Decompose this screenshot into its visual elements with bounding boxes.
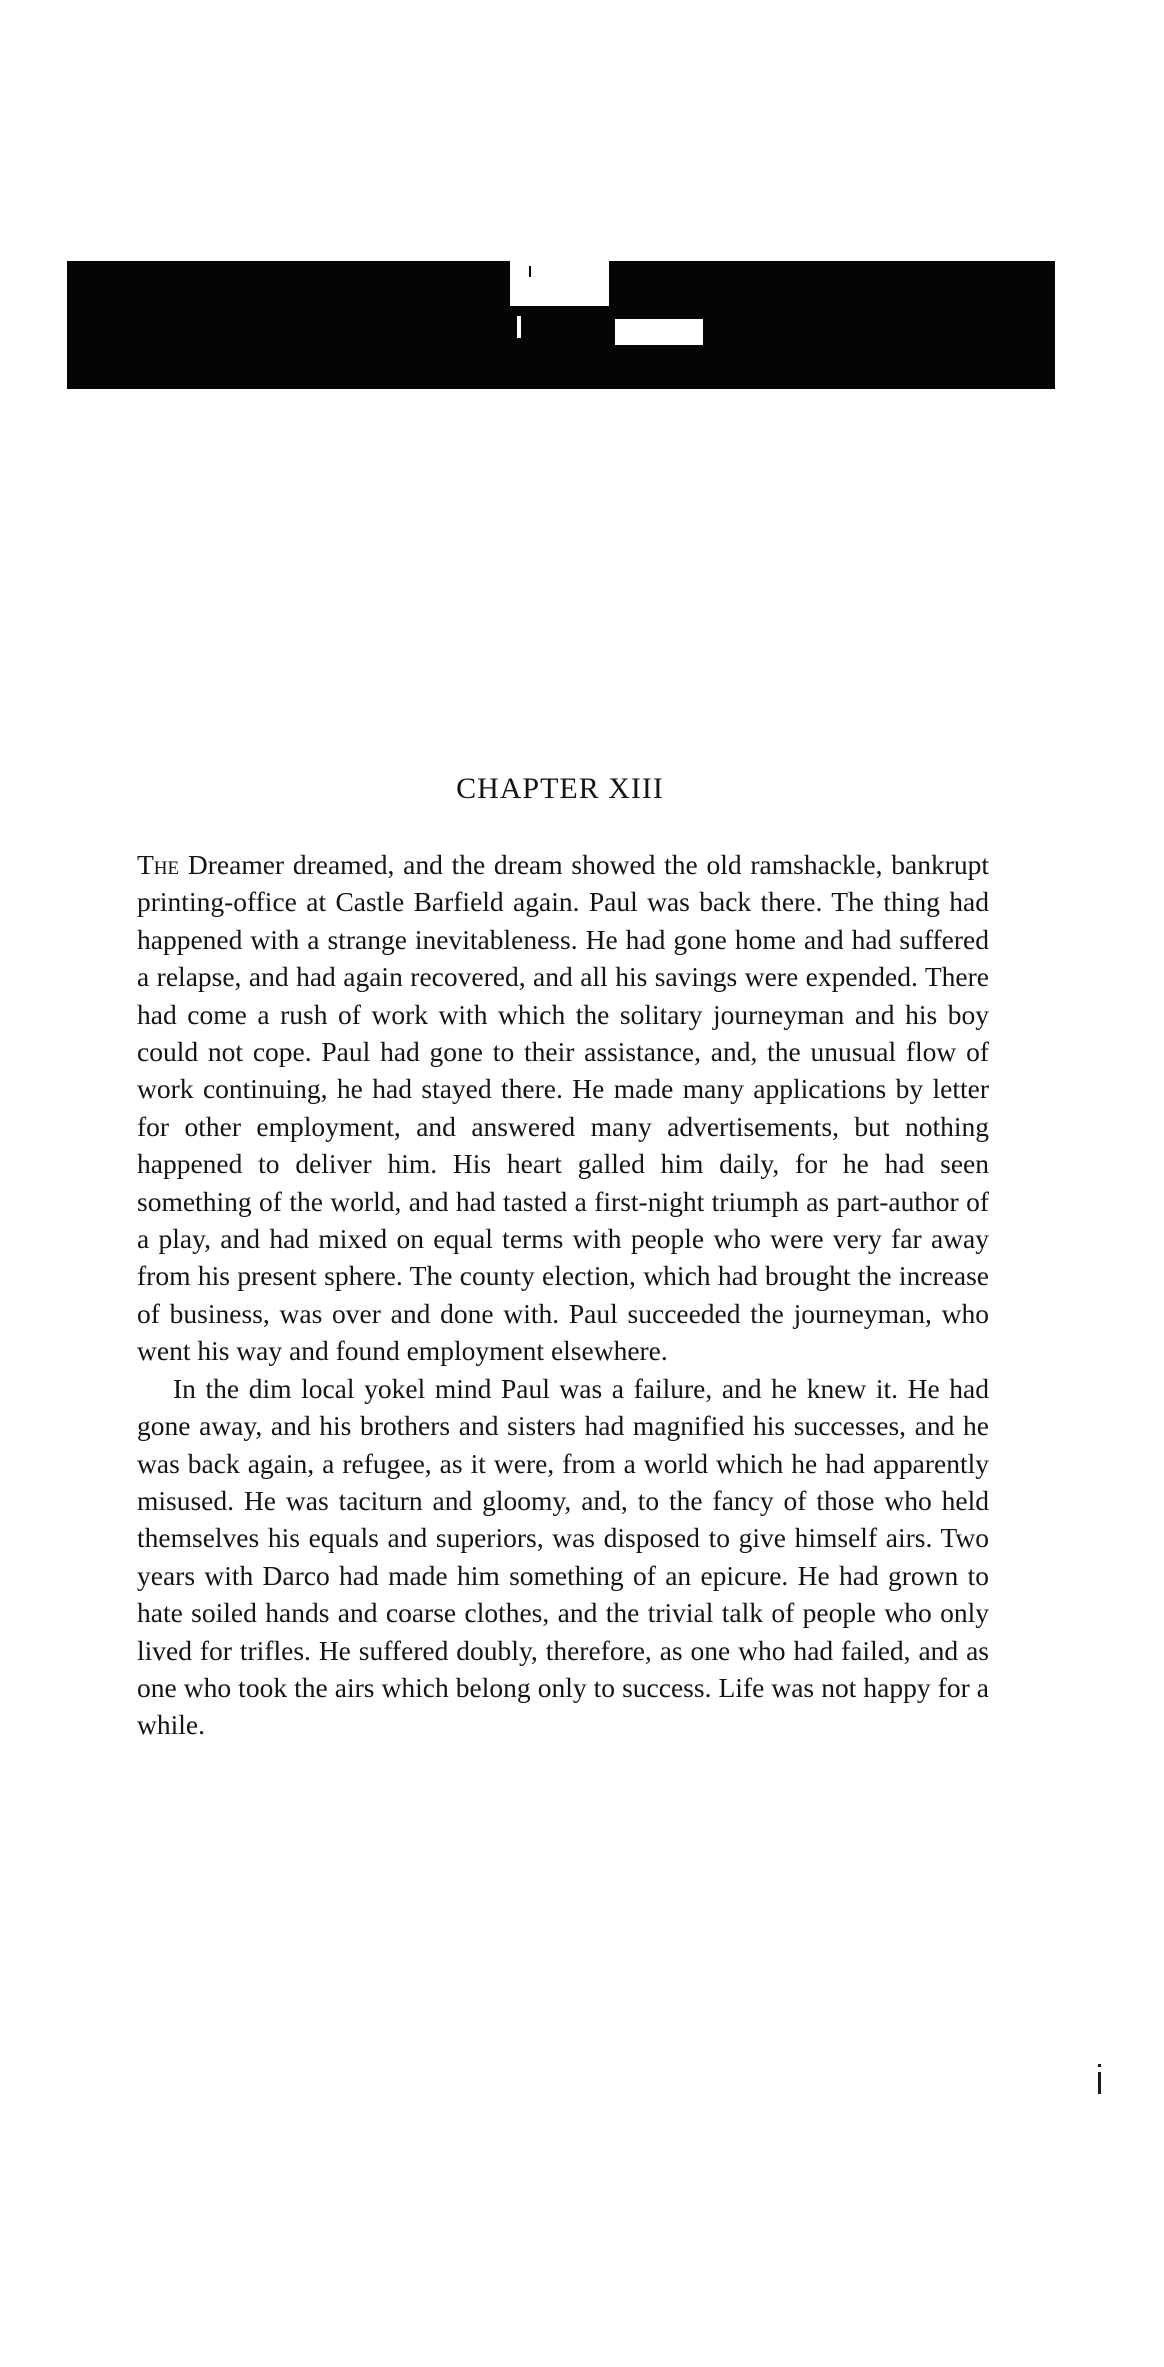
header-band-slot: [517, 316, 521, 338]
header-band-tag: [615, 319, 703, 345]
paragraph-1: [137, 846, 989, 1370]
margin-mark-dot: [1098, 2064, 1101, 2067]
paragraph-2: In the dim local yokel mind Paul was a failure, and he knew it. He had gone away, and his brothers and sisters had magnified his successes, and he was back again, a refugee, as it were, from a world which he had apparently misused. He was taciturn and gloomy, and, to the fancy of those who held themselves his equals and superiors, was disposed to give himself airs. Two years with Darco had made him something of an epicure. He had grown to hate soiled hands and coarse clothes, and the trivial talk of people who only lived for trifles. He suffered doubly, therefore, as one who had failed, and as one who took the airs which belong only to success. Life was not happy for a while.: [137, 1372, 989, 1741]
paragraph-1-text: Dreamer dreamed, and the dream showed the old ramshackle, bankrupt printing-office at Castle Barfield again. Paul was back there. The thing had happened with a strange inevitableness. He had gone home and had suffered a relapse, and had again recovered, and all his savings were expended. There had come a rush of work with which the solitary journeyman and his boy could not cope. Paul had gone to their assistance, and, the unusual flow of work continuing, he had stayed there. He made many applications by letter for other employment, and answered many advertisements, but nothing happened to deliver him. His heart galled him daily, for he had seen something of the world, and had tasted a first-night triumph as part-author of a play, and had mixed on equal terms with people who were very far away from his present sphere. The county election, which had brought the increase of business, was over and done with. Paul succeeded the journeyman, who went his way and found employment elsewhere.: [137, 849, 989, 1367]
header-band-notch: [510, 261, 609, 306]
header-band-notch-mark: [529, 266, 531, 277]
margin-mark: [1098, 2072, 1101, 2094]
chapter-body: [137, 846, 989, 1744]
paragraph-1-first-word: The: [137, 849, 180, 880]
chapter-title: CHAPTER XIII: [456, 772, 664, 805]
scanned-header-band: [67, 261, 1055, 389]
